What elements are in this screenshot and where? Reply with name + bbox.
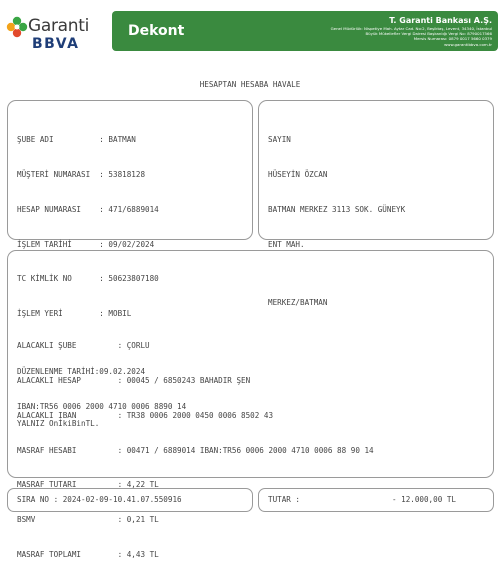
bank-tax-line: Büyük Mükellefler Vergi Dairesi Başkanlığı Vergi No: 8790017566 bbox=[365, 31, 492, 37]
total-label: TUTAR : bbox=[268, 495, 301, 504]
clover-logo-icon bbox=[6, 16, 28, 38]
logo-bbva: BBVA bbox=[32, 36, 80, 52]
fee-total-row: MASRAF TOPLAMI : 4,43 TL bbox=[17, 549, 159, 559]
bank-address-line: Genel Müdürlük: Nispetiye Mah. Aytar Cad. No:2, Beşiktaş, Levent, 34340, İstanbul bbox=[330, 26, 492, 31]
address-line-1: BATMAN MERKEZ 3113 SOK. GÜNEYK bbox=[268, 204, 406, 214]
salutation: SAYIN bbox=[268, 135, 291, 145]
iban-row: IBAN:TR56 0006 2000 4710 0006 8890 14 bbox=[17, 401, 187, 411]
amount-in-words: YALNIZ OnİkiBinTL. bbox=[17, 419, 100, 428]
issue-date-row: DÜZENLENME TARİHİ:09.02.2024 bbox=[17, 367, 146, 377]
receiver-account-row: ALACAKLI HESAP : 00045 / 6850243 BAHADIR ŞEN bbox=[17, 375, 251, 385]
fee-amount-row: MASRAF TUTARI : 4,22 TL bbox=[17, 480, 159, 490]
total-amount: - 12.000,00 TL bbox=[391, 495, 456, 504]
bank-website: www.garantibbva.com.tr bbox=[444, 41, 492, 47]
bank-info bbox=[331, 16, 492, 47]
bank-name: T. Garanti Bankası A.Ş. bbox=[389, 16, 492, 25]
document-title: HESAPTAN HESABA HAVALE bbox=[199, 80, 301, 89]
header-banner bbox=[112, 11, 498, 51]
address-city: MERKEZ/BATMAN bbox=[268, 297, 328, 307]
sequence-number: SIRA NO : 2024-02-09-10.41.07.550916 bbox=[17, 495, 182, 504]
branch-name-row: ŞUBE ADI : BATMAN bbox=[17, 135, 136, 145]
logo-wordmark: Garanti bbox=[28, 16, 90, 36]
transaction-date-row: İŞLEM TARİHİ : 09/02/2024 bbox=[17, 239, 155, 249]
customer-number-row: MÜŞTERİ NUMARASI : 53818128 bbox=[17, 169, 146, 179]
transaction-place-row: İŞLEM YERİ : MOBIL bbox=[17, 309, 132, 319]
receiver-iban-row: ALACAKLI IBAN : TR38 0006 2000 0450 0006 8502 43 bbox=[17, 410, 274, 420]
sequence-box bbox=[7, 488, 253, 512]
address-line-2: ENT MAH. bbox=[268, 239, 305, 249]
garanti-bbva-logo bbox=[6, 14, 106, 54]
addressee-name: HÜSEYİN ÖZCAN bbox=[268, 169, 328, 179]
fee-account-row: MASRAF HESABI : 00471 / 6889014 IBAN:TR56 0006 2000 4710 0006 88 90 14 bbox=[17, 445, 374, 455]
page-title: Dekont bbox=[128, 23, 185, 39]
bsmv-row: BSMV : 0,21 TL bbox=[17, 515, 159, 525]
bank-mersis-line: Mersis Numarası: 0879 0017 5660 0379 bbox=[413, 36, 492, 42]
total-box bbox=[258, 488, 494, 512]
national-id-row: TC KİMLİK NO : 50623807180 bbox=[17, 274, 159, 284]
receiver-branch-row: ALACAKLI ŞUBE : ÇORLU bbox=[17, 341, 150, 351]
account-number-row: HESAP NUMARASI : 471/6889014 bbox=[17, 204, 159, 214]
addressee-box bbox=[258, 100, 494, 307]
